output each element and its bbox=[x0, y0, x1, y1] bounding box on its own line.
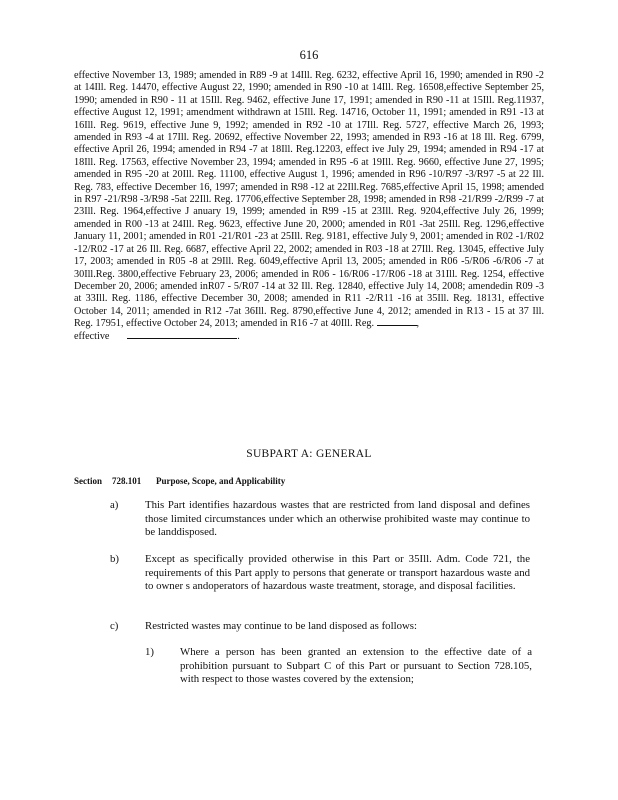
paragraph-text: This Part identifies hazardous wastes that are restricted from land disposal and defines those limited circumstances under which an otherwise prohibited waste may continue to be landdisposed. bbox=[145, 499, 530, 538]
subpart-heading: SUBPART A: GENERAL bbox=[246, 448, 372, 460]
paragraph-text: Except as specifically provided otherwise in this Part or 35Ill. Adm. Code 721, the requirements of this Part apply to persons that generate or transport hazardous waste and to owner s andoperators of hazardous waste treatment, storage, and disposal facilities. bbox=[145, 553, 530, 592]
amendment-history bbox=[74, 70, 544, 343]
subparagraph-text: Where a person has been granted an extension to the effective date of a prohibition pursuant to Subpart C of this Part or pursuant to Section 728.105, with respect to those wastes covered by the extension; bbox=[180, 646, 532, 685]
page-number: 616 bbox=[299, 48, 319, 62]
blank-line bbox=[377, 324, 417, 326]
blank-line bbox=[127, 337, 237, 339]
section-number: 728.101 bbox=[112, 476, 142, 486]
section-label: Section bbox=[74, 476, 102, 486]
amendment-history-period: . bbox=[237, 330, 240, 342]
paragraph-text: Restricted wastes may continue to be land disposed as follows: bbox=[145, 620, 417, 632]
paragraph-marker: b) bbox=[110, 553, 119, 565]
subparagraph-marker: 1) bbox=[145, 646, 154, 658]
amendment-history-text: effective November 13, 1989; amended in R89 -9 at 14Ill. Reg. 6232, effective April 16, 1990; amended in R90 -2 at 14Ill. Reg. 14470, effective August 22, 1990; amended in R90 -10 at 14Ill. Reg. 16508,effective September 25, 1990; amended in R90 - 11 at 15Ill. Reg. 9462, effective June 17, 1991; amended in R90 -11 at 15Ill. Reg.11937, effective August 12, 1991; amendment withdrawn at 15Ill. Reg. 14716, October 11, 1991; amended in R91 -13 at 16Ill. Reg. 9619, effective June 9, 1992; amended in R92 -10 at 17Ill. Reg. 5727, effective March 26, 1993; amended in R93 -4 at 17Ill. Reg. 20692, effective November 22, 1993; amended in R93 -16 at 18 Ill. Reg. 6799, effective April 26, 1994; amended in R94 -7 at 18Ill. Reg.12203, effect ive July 29, 1994; amended in R94 -17 at 18Ill. Reg. 17563, effective November 23, 1994; amended in R95 -6 at 19Ill. Reg. 9660, effective June 27, 1995; amended in R95 -20 at 20Ill. Reg. 11100, effective August 1, 1996; amended in R96 -10/R97 -3/R97 -5 at 22 Ill. Reg. 783, effective December 16, 1997; amended in R98 -12 at 22Ill.Reg. 7685,effective April 15, 1998; amended in R97 -21/R98 -3/R98 -5at 22Ill. Reg. 17706,effective September 28, 1998; amended in R98 -21/R99 -2/R99 -7 at 23Ill. Reg. 1964,effective J anuary 19, 1999; amended in R99 -15 at 23Ill. Reg. 9204,effective July 26, 1999; amended in R00 -13 at 24Ill. Reg. 9623, effective June 20, 2000; amended in R01 -3at 25Ill. Reg. 1296,effective January 11, 2001; amended in R01 -21/R01 -23 at 25Ill. Reg. 9181, effective July 9, 2001; amended in R02 -1/R02 -12/R02 -17 at 26 Ill. Reg. 6687, effective April 22, 2002; amended in R03 -18 at 27Ill. Reg. 13045, effective July 17, 2003; amended in R05 -8 at 29Ill. Reg. 6049,effective April 13, 2005; amended in R06 -5/R06 -6/R06 -7 at 30Ill.Reg. 3800,effective February 23, 2006; amended in R06 - 16/R06 -17/R06 -18 at 31Ill. Reg. 1254, effective December 20, 2006; amended inR07 - 5/R07 -14 at 32 Ill. Reg. 12840, effective July 14, 2008; amendedin R09 -3 at 33Ill. Reg. 1186, effective December 30, 2008; amended in R11 -2/R11 -16 at 35Ill. Reg. 18131, effective October 14, 2011; amended in R12 -7at 36Ill. Reg. 8790,effective June 4, 2012; amended in R13 - 15 at 37 Ill. Reg. 17951, effective October 24, 2013; amended in R16 -7 at 40Ill. Reg. bbox=[74, 70, 544, 330]
paragraph-marker: c) bbox=[110, 620, 119, 632]
amendment-history-comma: , bbox=[416, 318, 420, 330]
paragraph-marker: a) bbox=[110, 499, 119, 511]
section-heading bbox=[74, 476, 285, 486]
section-title: Purpose, Scope, and Applicability bbox=[156, 476, 286, 486]
amendment-history-last-word: effective bbox=[74, 330, 110, 342]
